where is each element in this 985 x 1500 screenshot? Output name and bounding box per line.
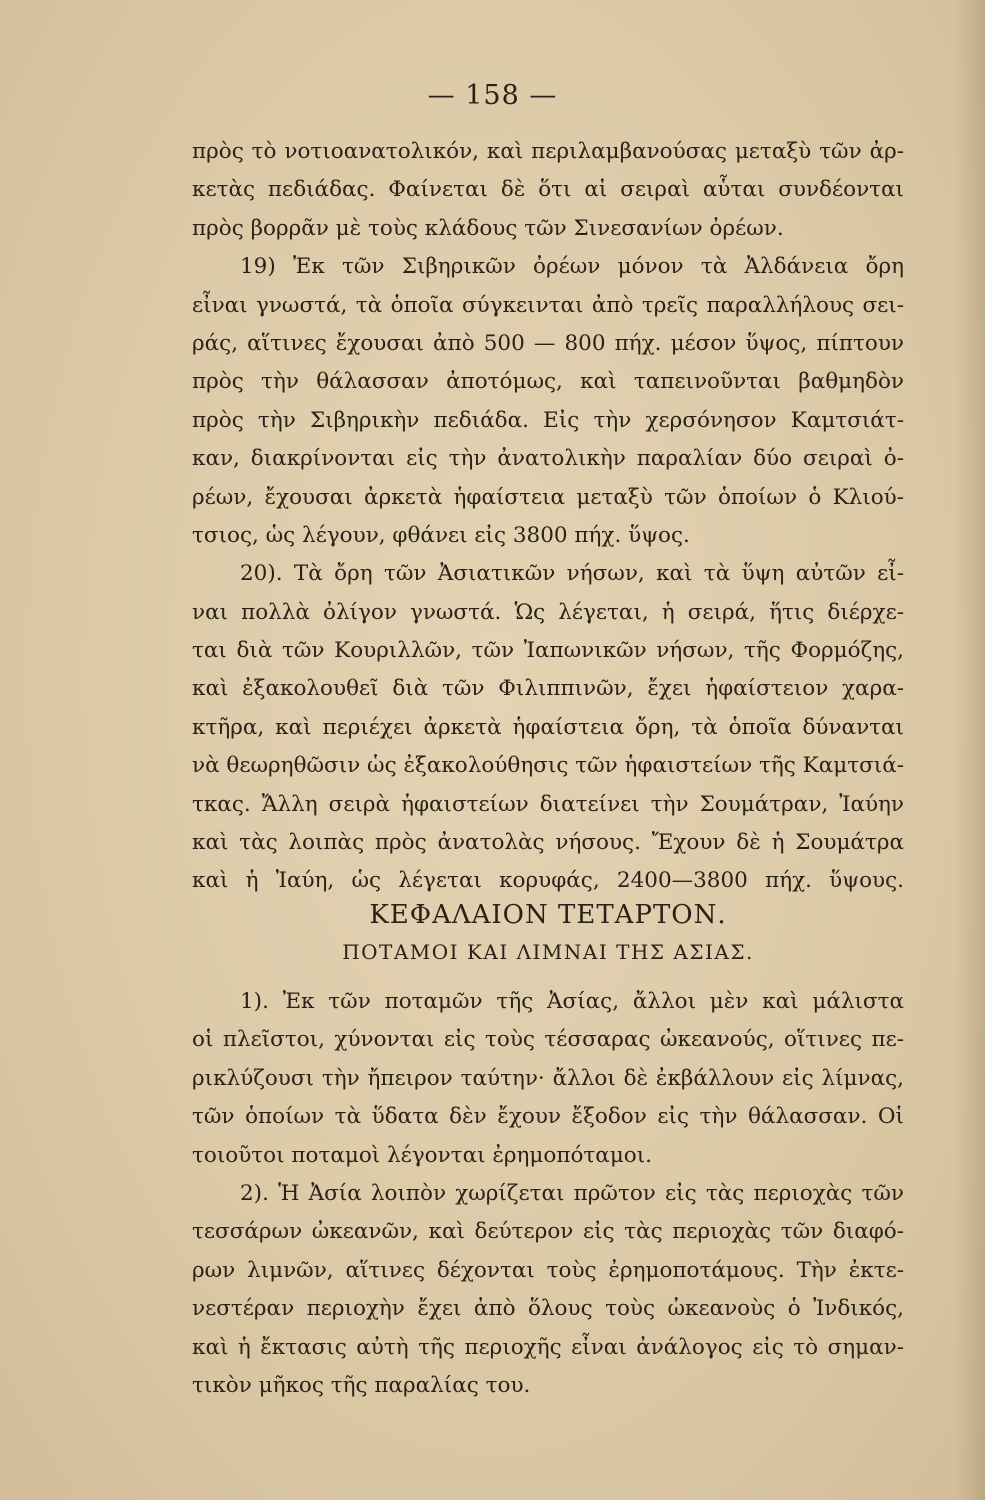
text-line: κτῆρα, καὶ περιέχει ἀρκετὰ ἡφαίστεια ὄρη, τὰ ὁποῖα δύνανται <box>192 714 904 740</box>
chapter-title: ΚΕΦΑΛΑΙΟΝ ΤΕΤΑΡΤΟΝ. <box>369 900 727 930</box>
text-line: 2). Ἡ Ἀσία λοιπὸν χωρίζεται πρῶτον εἰς τὰς περιοχὰς τῶν <box>240 1180 904 1206</box>
text-line: τκας. Ἄλλη σειρὰ ἡφαιστείων διατείνει τὴν Σουμάτραν, Ἰαύην <box>192 791 904 817</box>
text-line: ται διὰ τῶν Κουριλλῶν, τῶν Ἰαπωνικῶν νήσων, τῆς Φορμόζης, <box>192 638 904 664</box>
text-line: τεσσάρων ὠκεανῶν, καὶ δεύτερον εἰς τὰς περιοχὰς τῶν διαφό- <box>192 1219 904 1245</box>
text-line: τικὸν μῆκος τῆς παραλίας του. <box>192 1372 531 1398</box>
text-line: νεστέραν περιοχὴν ἔχει ἀπὸ ὅλους τοὺς ὠκεανοὺς ὁ Ἰνδικός, <box>192 1296 904 1322</box>
page-edge-shadow <box>955 0 985 1500</box>
text-line: εἶναι γνωστά, τὰ ὁποῖα σύγκεινται ἀπὸ τρεῖς παραλλήλους σει- <box>192 292 904 318</box>
text-line: καὶ ἡ Ἰαύη, ὡς λέγεται κορυφάς, 2400—3800 πήχ. ὕψους. <box>192 868 904 894</box>
text-line: 19) Ἐκ τῶν Σιβηρικῶν ὀρέων μόνον τὰ Ἀλδάνεια ὄρη <box>240 254 904 280</box>
text-line: ρων λιμνῶν, αἵτινες δέχονται τοὺς ἐρημοποτάμους. Τὴν ἐκτε- <box>192 1257 904 1283</box>
text-line: κετὰς πεδιάδας. Φαίνεται δὲ ὅτι αἱ σειραὶ αὗται συνδέονται <box>192 177 904 203</box>
text-line: 1). Ἐκ τῶν ποταμῶν τῆς Ἀσίας, ἄλλοι μὲν καὶ μάλιστα <box>240 989 904 1014</box>
text-line: ρικλύζουσι τὴν ἤπειρον ταύτην· ἄλλοι δὲ ἐκβάλλουν εἰς λίμνας, <box>192 1065 904 1091</box>
text-line: τῶν ὁποίων τὰ ὕδατα δὲν ἔχουν ἔξοδον εἰς τὴν θάλασσαν. Οἱ <box>192 1104 904 1130</box>
text-line: ράς, αἵτινες ἔχουσαι ἀπὸ 500 — 800 πήχ. μέσον ὕψος, πίπτουν <box>192 330 904 356</box>
text-line: νὰ θεωρηθῶσιν ὡς ἐξακολούθησις τῶν ἡφαιστείων τῆς Καμτσιά- <box>192 753 904 779</box>
text-line: πρὸς τὸ νοτιοανατολικόν, καὶ περιλαμβανούσας μεταξὺ τῶν ἀρ- <box>192 139 904 164</box>
text-line: καὶ ἡ ἔκτασις αὐτὴ τῆς περιοχῆς εἶναι ἀνάλογος εἰς τὸ σημαν- <box>192 1334 904 1360</box>
text-line: πρὸς τὴν Σιβηρικὴν πεδιάδα. Εἰς τὴν χερσόνησον Καμτσιάτ- <box>192 407 904 433</box>
paragraph-block-mountains <box>192 133 904 901</box>
text-line: καὶ τὰς λοιπὰς πρὸς ἀνατολὰς νήσους. Ἔχουν δὲ ἡ Σουμάτρα <box>192 830 904 856</box>
text-line: ρέων, ἔχουσαι ἀρκετὰ ἡφαίστεια μεταξὺ τῶν ὁποίων ὁ Κλιού- <box>192 484 904 510</box>
page-number: — 158 — <box>427 80 558 111</box>
paragraph-block-rivers <box>192 983 904 1405</box>
chapter-subtitle: ΠΟΤΑΜΟΙ ΚΑΙ ΛΙΜΝΑΙ ΤΗΣ ΑΣΙΑΣ. <box>342 940 754 964</box>
text-line: καν, διακρίνονται εἰς τὴν ἀνατολικὴν παραλίαν δύο σειραὶ ὀ- <box>192 446 904 472</box>
text-line: πρὸς τὴν θάλασσαν ἀποτόμως, καὶ ταπεινοῦνται βαθμηδὸν <box>192 369 904 395</box>
text-line: καὶ ἐξακολουθεῖ διὰ τῶν Φιλιππινῶν, ἔχει ἡφαίστειον χαρα- <box>192 676 904 702</box>
text-line: τοιοῦτοι ποταμοὶ λέγονται ἐρημοπόταμοι. <box>192 1142 653 1168</box>
text-line: ναι πολλὰ ὀλίγον γνωστά. Ὡς λέγεται, ἡ σειρά, ἥτις διέρχε- <box>192 599 904 625</box>
text-line: 20). Τὰ ὄρη τῶν Ἀσιατικῶν νήσων, καὶ τὰ ὕψη αὐτῶν εἶ- <box>240 561 904 587</box>
text-line: οἱ πλεῖστοι, χύνονται εἰς τοὺς τέσσαρας ὠκεανούς, οἵτινες πε- <box>192 1027 904 1053</box>
text-line: τσιος, ὡς λέγουν, φθάνει εἰς 3800 πήχ. ὕψος. <box>192 522 690 548</box>
text-line: πρὸς βορρᾶν μὲ τοὺς κλάδους τῶν Σινεσανίων ὀρέων. <box>192 215 784 241</box>
